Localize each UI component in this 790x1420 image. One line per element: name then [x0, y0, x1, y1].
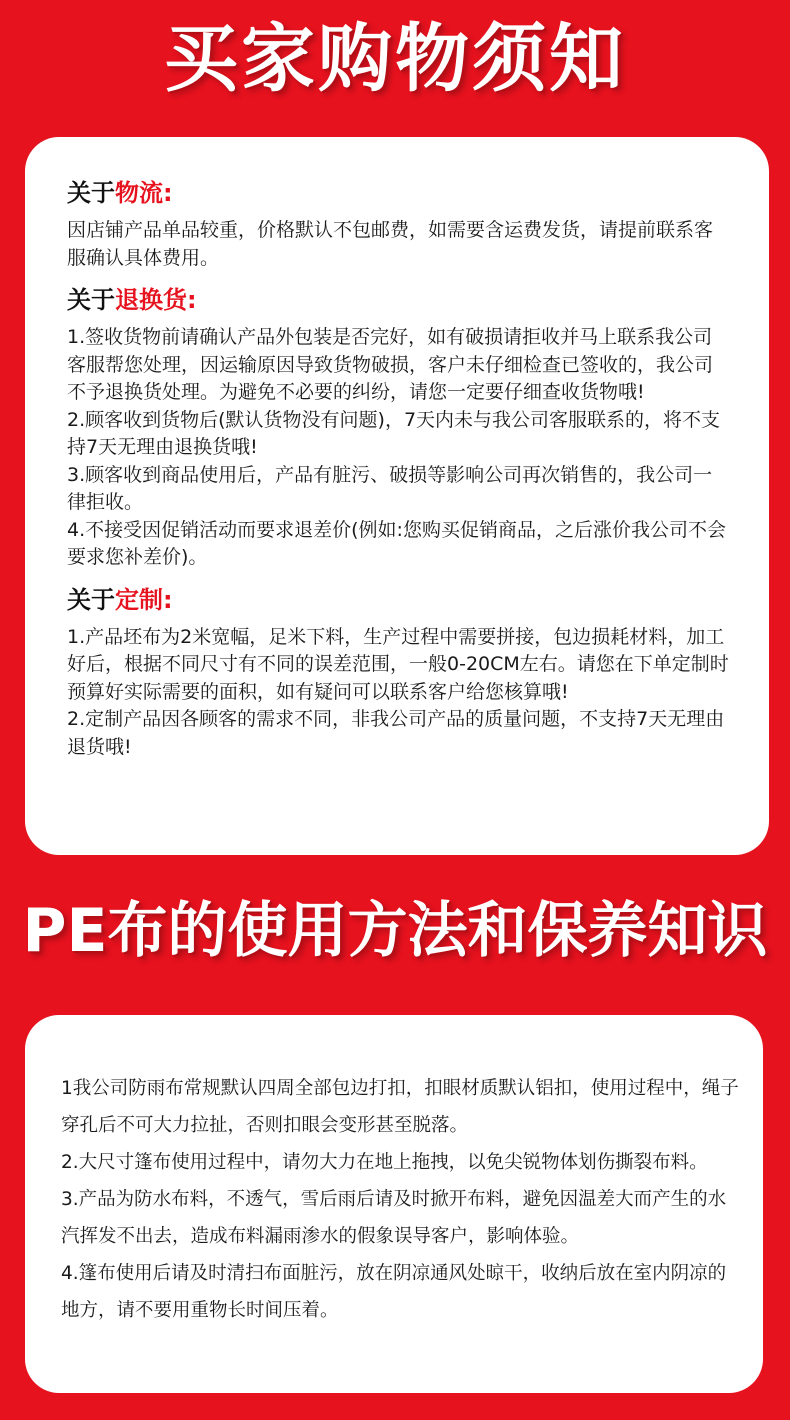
returns-heading-prefix: 关于	[67, 286, 115, 314]
care-item: 3.产品为防水布料，不透气，雪后雨后请及时掀开布料，避免因温差大而产生的水汽挥发不出去，造成布料漏雨渗水的假象误导客户，影响体验。	[61, 1189, 727, 1247]
custom-heading	[67, 582, 729, 618]
logistics-heading-prefix: 关于	[67, 179, 115, 207]
care-item: 1我公司防雨布常规默认四周全部包边打扣，扣眼材质默认铝扣，使用过程中，绳子穿孔后不可大力拉扯，否则扣眼会变形甚至脱落。	[61, 1078, 739, 1136]
returns-section	[67, 282, 729, 572]
returns-item: 3.顾客收到商品使用后，产品有脏污、破损等影响公司再次销售的，我公司一律拒收。	[67, 463, 713, 513]
custom-item: 1.产品坯布为2米宽幅，足米下料，生产过程中需要拼接，包边损耗材料，加工好后，根据不同尺寸有不同的误差范围，一般0-20CM左右。请您在下单定制时预算好实际需要的面积，如有疑问可以联系客户给您核算哦!	[67, 625, 729, 703]
returns-item: 2.顾客收到货物后(默认货物没有问题)，7天内未与我公司客服联系的，将不支持7天无理由退换货哦!	[67, 408, 721, 458]
custom-heading-highlight: 定制:	[115, 585, 173, 614]
care-title: PE布的使用方法和保养知识	[22, 896, 768, 966]
care-item: 4.篷布使用后请及时清扫布面脏污，放在阴凉通风处晾干，收纳后放在室内阴凉的地方，请不要用重物长时间压着。	[61, 1263, 727, 1321]
returns-heading	[67, 282, 729, 318]
custom-item: 2.定制产品因各顾客的需求不同，非我公司产品的质量问题，不支持7天无理由退货哦!	[67, 708, 725, 758]
shopping-notice-card	[25, 137, 769, 855]
logistics-heading	[67, 175, 729, 211]
logistics-heading-highlight: 物流:	[115, 179, 173, 207]
page-title: 买家购物须知	[164, 16, 626, 102]
custom-section	[67, 582, 729, 762]
returns-item: 1.签收货物前请确认产品外包装是否完好，如有破损请拒收并马上联系我公司客服帮您处理，因运输原因导致货物破损，客户未仔细检查已签收的，我公司不予退换货处理。为避免不必要的纠纷，请您一定要仔细查收货物哦!	[67, 326, 714, 403]
logistics-text: 因店铺产品单品较重，价格默认不包邮费，如需要含运费发货，请提前联系客服确认具体费用。	[67, 219, 714, 269]
returns-item: 4.不接受因促销活动而要求退差价(例如:您购买促销商品，之后涨价我公司不会要求您补差价)。	[67, 518, 726, 568]
logistics-section	[67, 175, 729, 272]
returns-heading-highlight: 退换货:	[115, 286, 197, 314]
care-item: 2.大尺寸篷布使用过程中，请勿大力在地上拖拽，以免尖锐物体划伤撕裂布料。	[61, 1152, 708, 1173]
custom-heading-prefix: 关于	[67, 585, 115, 614]
care-card	[25, 1015, 763, 1393]
